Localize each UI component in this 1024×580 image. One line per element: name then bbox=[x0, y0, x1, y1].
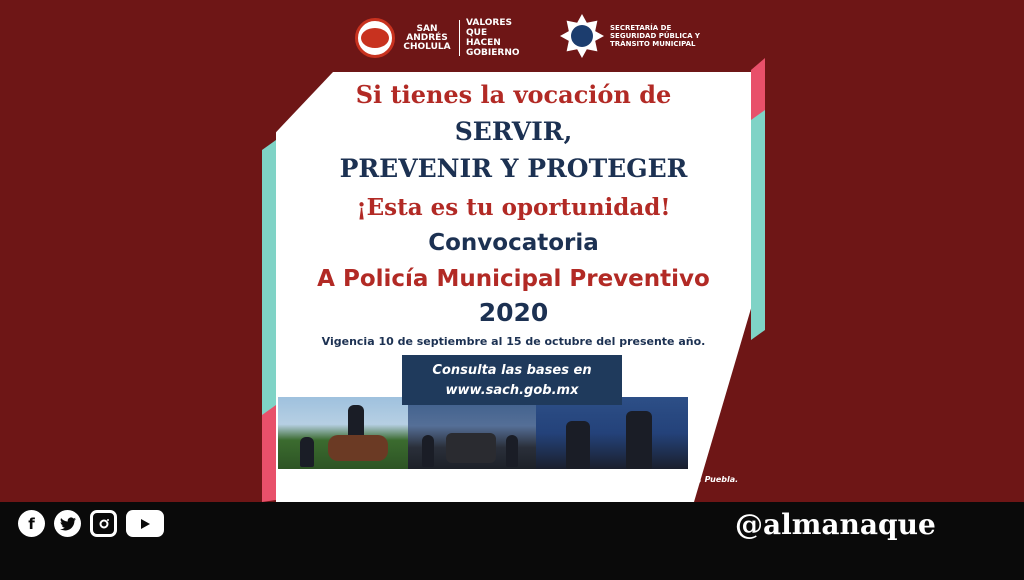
agency-name: SECRETARÍA DE SEGURIDAD PÚBLICA Y TRÁNSITO MUNICIPAL bbox=[610, 24, 700, 48]
headline-opportunity: ¡Esta es tu oportunidad! bbox=[356, 194, 671, 221]
photo-tactical-officers bbox=[536, 397, 688, 469]
youtube-icon[interactable] bbox=[126, 510, 164, 537]
photo-mounted-police bbox=[278, 397, 408, 469]
headline-vocation: Si tienes la vocación de bbox=[355, 80, 672, 109]
headline-police: A Policía Municipal Preventivo bbox=[317, 266, 710, 292]
address-text: Antiguo Camino a Cuayantla No. 1611, San Bernardino Tlaxcalancingo, San Andrés Cholula, Puebla. bbox=[288, 475, 739, 484]
headline-prevent-protect: PREVENIR Y PROTEGER bbox=[339, 154, 688, 183]
brand-logo bbox=[735, 508, 936, 541]
cta-box bbox=[402, 355, 622, 405]
cta-website: www.sach.gob.mx bbox=[445, 383, 579, 398]
validity-text: Vigencia 10 de septiembre al 15 de octubre del presente año. bbox=[321, 335, 706, 348]
cta-line-1: Consulta las bases en bbox=[432, 363, 592, 378]
headline-serve: SERVIR, bbox=[454, 117, 573, 146]
slogan: VALORES QUE HACEN GOBIERNO bbox=[466, 18, 520, 58]
headline-year: 2020 bbox=[478, 298, 549, 327]
headline-convocatoria: Convocatoria bbox=[428, 230, 599, 256]
municipality-name: SAN ANDRÉS CHOLULA bbox=[403, 23, 451, 52]
brand-name: almanaque bbox=[763, 508, 936, 541]
phone-text: Tel: 222 467 40 00 Ext. 1339. bbox=[448, 488, 579, 497]
photo-patrol-vehicle bbox=[408, 397, 536, 469]
instagram-icon[interactable] bbox=[90, 510, 117, 537]
brand-at-icon: @ bbox=[735, 508, 763, 541]
facebook-icon[interactable]: f bbox=[18, 510, 45, 537]
social-links bbox=[18, 510, 164, 537]
photo-strip bbox=[278, 397, 688, 469]
twitter-icon[interactable] bbox=[54, 510, 81, 537]
